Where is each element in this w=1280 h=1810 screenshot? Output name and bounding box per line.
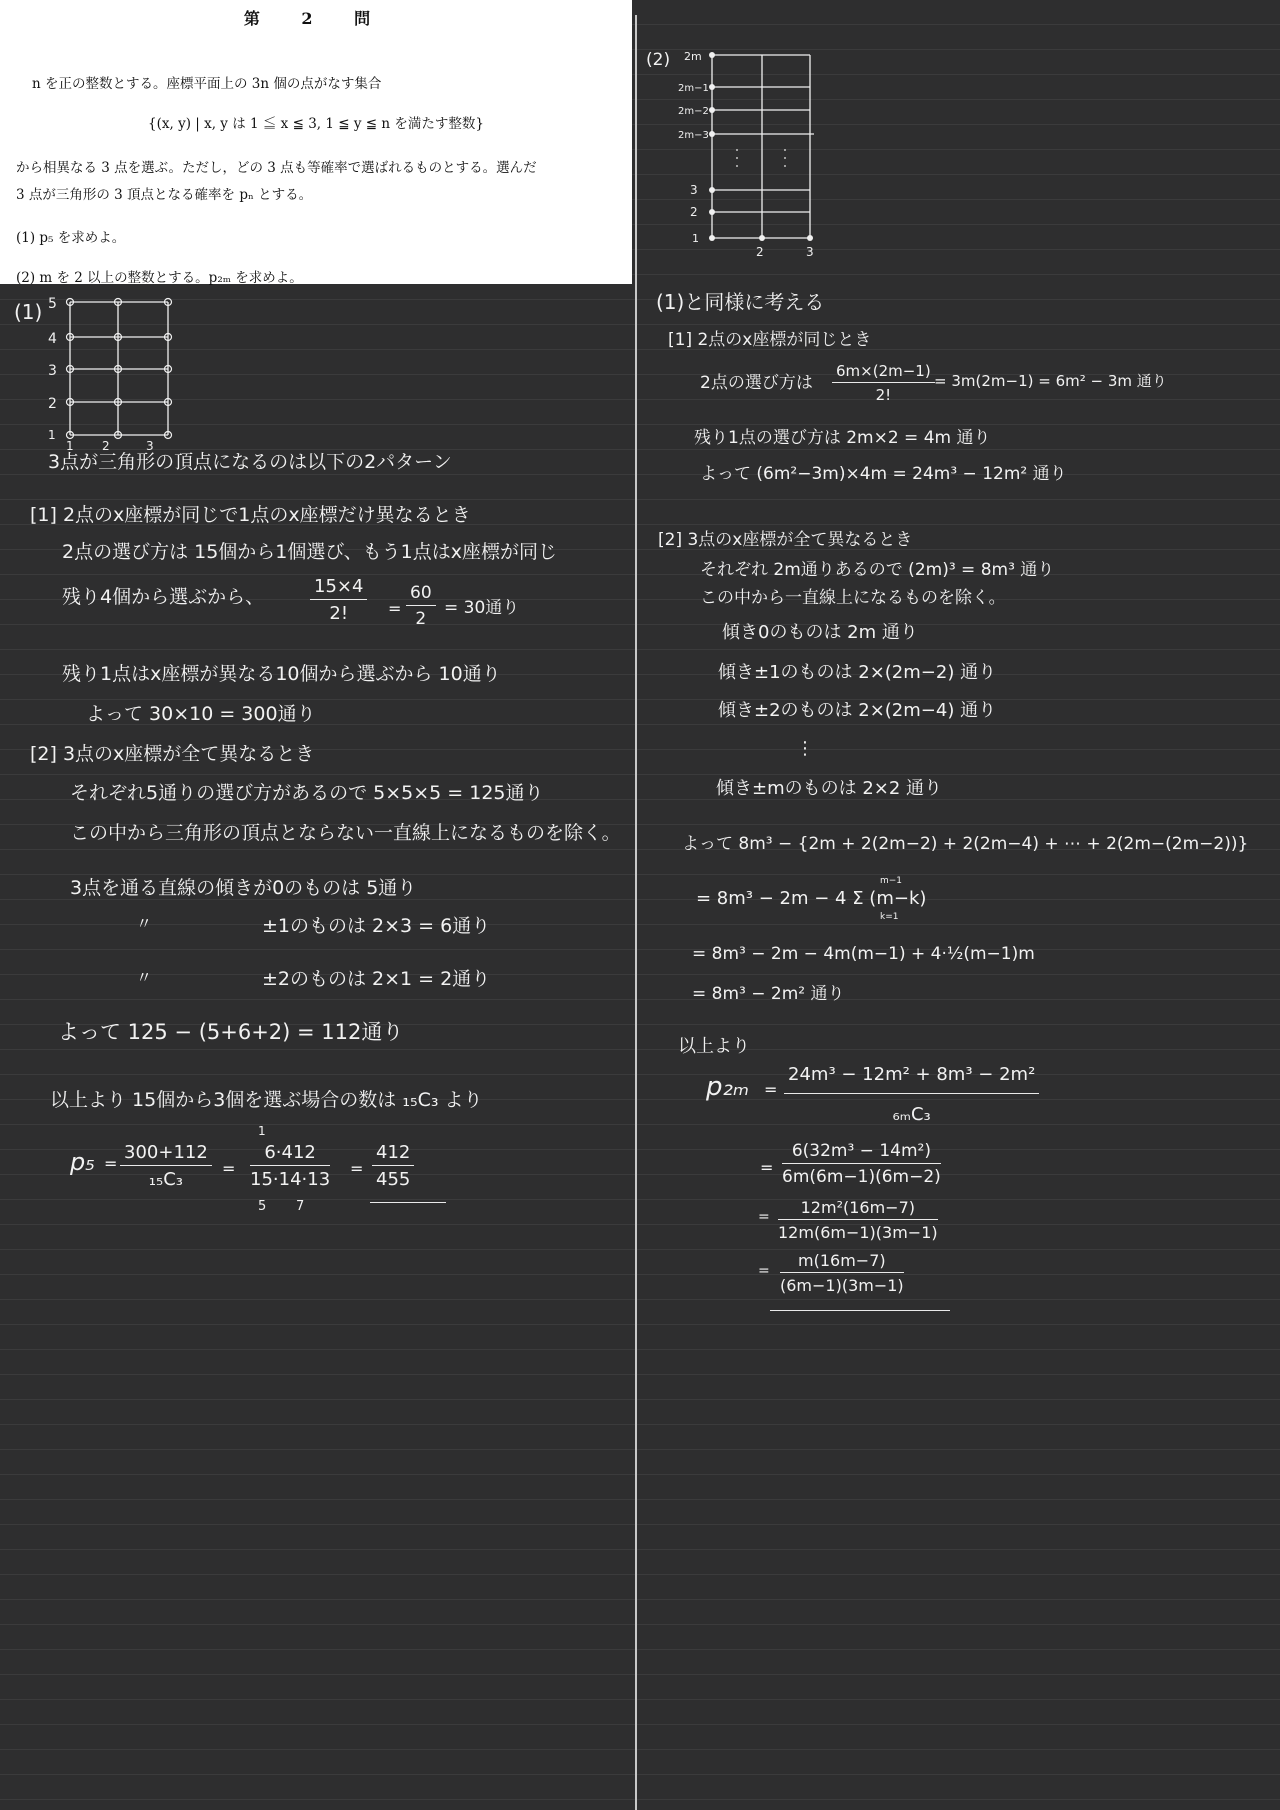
sum-upper-limit: m−1 [880, 876, 903, 886]
answer-underline [770, 1310, 950, 1311]
part2-label: (2) [646, 50, 671, 70]
part2-conclusion: 以上より [678, 1036, 750, 1057]
part2-case2-line-h: = 8m³ − 2m − 4 Σ (m−k) [696, 888, 927, 909]
fraction-denominator: 12m(6m−1)(3m−1) [778, 1223, 938, 1242]
part2-case1-title: [1] 2点のx座標が同じとき [668, 330, 872, 350]
grid-x-label: 3 [806, 245, 814, 259]
fraction-denominator: 6m(6m−1)(6m−2) [782, 1167, 941, 1187]
grid-y-label: 2m−1 [678, 83, 709, 94]
case1-fraction [310, 576, 367, 624]
part2-case2-line-g: よって 8m³ − {2m + 2(2m−2) + 2(2m−4) + ⋯ + 2(2m−(2m−2))} [682, 834, 1249, 854]
problem-intro: n を正の整数とする。座標平面上の 3n 個の点がなす集合 [32, 76, 382, 92]
p5-answer-fraction [372, 1142, 414, 1190]
fraction-numerator: 15×4 [310, 576, 367, 600]
ditto-mark: 〃 [136, 914, 153, 933]
case2-line-d: ±1のものは 2×3 = 6通り [262, 915, 491, 937]
fraction-denominator: 455 [376, 1169, 411, 1190]
fraction-denominator: 2! [875, 386, 892, 404]
part2-case2-line-d: 傾き±1のものは 2×(2m−2) 通り [718, 662, 997, 683]
fraction-denominator: (6m−1)(3m−1) [780, 1276, 904, 1295]
cancel-mark: 5 [258, 1199, 267, 1214]
fraction-denominator: 2! [329, 603, 349, 624]
equals-sign: = [758, 1263, 770, 1279]
problem-body-1: から相異なる 3 点を選ぶ。ただし，どの 3 点も等確率で選ばれるものとする。選んだ [16, 160, 537, 176]
part2-case1-line-c: よって (6m²−3m)×4m = 24m³ − 12m² 通り [700, 464, 1067, 484]
p2m-fraction-1 [784, 1064, 1039, 1125]
case1-line-c: 残り1点はx座標が異なる10個から選ぶから 10通り [62, 663, 501, 685]
part2-case2-title: [2] 3点のx座標が全て異なるとき [658, 530, 913, 550]
cancel-mark: 1 [258, 1124, 266, 1138]
part2-case1-line-a: 2点の選び方は [700, 373, 813, 393]
part2-case2-line-f: 傾き±mのものは 2×2 通り [716, 778, 943, 799]
ditto-mark: 〃 [136, 968, 153, 987]
fraction-denominator: 15·14·13 [250, 1169, 331, 1190]
part2-case2-line-c: 傾き0のものは 2m 通り [722, 622, 918, 643]
case1-line-d: よって 30×10 = 300通り [86, 703, 316, 725]
grid-x-label: 1 [66, 439, 74, 450]
grid-y-label: 2m [684, 50, 702, 63]
fraction-numerator: 12m²(16m−7) [778, 1198, 938, 1220]
p5-fraction [120, 1142, 212, 1190]
part2-case2-line-a: それぞれ 2m通りあるので (2m)³ = 8m³ 通り [700, 560, 1055, 580]
part1-label: (1) [14, 300, 43, 324]
problem-question-2: (2) m を 2 以上の整数とする。p₂ₘ を求めよ。 [16, 270, 303, 286]
case2-line-e: ±2のものは 2×1 = 2通り [262, 968, 491, 990]
fraction-numerator: 24m³ − 12m² + 8m³ − 2m² [784, 1064, 1039, 1094]
fraction-numerator: 300+112 [120, 1142, 212, 1166]
part2-case1-result: = 3m(2m−1) = 6m² − 3m 通り [934, 372, 1167, 390]
problem-set: {(x, y) | x, y は 1 ≦ x ≦ 3, 1 ≦ y ≦ n を満たす整数} [148, 116, 484, 132]
case1-fraction-2 [406, 583, 436, 629]
problem-title: 第 2 問 [243, 9, 389, 28]
equals-sign: = [760, 1158, 774, 1177]
p2m-fraction-3 [778, 1198, 938, 1242]
grid-y-label: 2m−3 [678, 130, 709, 141]
equals-sign: = [388, 599, 402, 618]
equals-sign: = [764, 1080, 778, 1099]
part2-case2-line-e: 傾き±2のものは 2×(2m−4) 通り [718, 700, 997, 721]
part2-case1-line-b: 残り1点の選び方は 2m×2 = 4m 通り [694, 428, 991, 448]
grid-y-label: 1 [692, 232, 699, 245]
fraction-numerator: m(16m−7) [780, 1251, 904, 1273]
part2-case2-line-b: この中から一直線上になるものを除く。 [700, 588, 1006, 608]
fraction-numerator: 60 [406, 583, 436, 606]
grid-y-label: 2m−2 [678, 106, 709, 117]
page-divider [635, 15, 637, 1810]
grid-y-label: 4 [48, 331, 57, 347]
case2-title: [2] 3点のx座標が全て異なるとき [30, 743, 315, 765]
fraction-numerator: 6(32m³ − 14m²) [782, 1141, 941, 1164]
equals-sign: = [350, 1159, 364, 1178]
part1-grid-diagram [40, 290, 190, 450]
p5-symbol: p₅ [70, 1148, 95, 1176]
p5-fraction-2 [250, 1142, 330, 1190]
grid-y-label: 2 [690, 205, 698, 219]
part1-pattern-intro: 3点が三角形の頂点になるのは以下の2パターン [48, 451, 452, 473]
problem-statement [0, 0, 632, 284]
case1-title: [1] 2点のx座標が同じで1点のx座標だけ異なるとき [30, 504, 471, 526]
case2-line-b: この中から三角形の頂点とならない一直線上になるものを除く。 [70, 822, 621, 844]
cancel-mark: 7 [296, 1199, 305, 1214]
vertical-dots: ⋮ [796, 738, 814, 759]
grid-y-label: 1 [48, 428, 56, 442]
case1-result: = 30通り [444, 598, 520, 618]
fraction-denominator: ₁₅C₃ [148, 1169, 183, 1190]
case2-line-f: よって 125 − (5+6+2) = 112通り [58, 1020, 404, 1044]
part1-conclusion: 以上より 15個から3個を選ぶ場合の数は ₁₅C₃ より [50, 1089, 483, 1111]
problem-body-2: 3 点が三角形の 3 頂点となる確率を pₙ とする。 [16, 187, 313, 203]
case2-line-c: 3点を通る直線の傾きが0のものは 5通り [70, 877, 417, 899]
part2-case1-fraction [832, 362, 935, 404]
part2-case2-line-i: = 8m³ − 2m − 4m(m−1) + 4·½(m−1)m [692, 944, 1035, 964]
part2-grid-diagram [670, 40, 830, 265]
p2m-answer-fraction [780, 1251, 904, 1295]
p2m-symbol: p₂ₘ [706, 1072, 750, 1102]
case1-line-a: 2点の選び方は 15個から1個選び、もう1点はx座標が同じ [62, 541, 557, 563]
case2-line-a: それぞれ5通りの選び方があるので 5×5×5 = 125通り [70, 782, 544, 804]
sum-lower-limit: k=1 [880, 912, 899, 922]
fraction-denominator: 2 [415, 609, 427, 629]
grid-x-label: 2 [102, 439, 110, 450]
part2-intro: (1)と同様に考える [656, 290, 825, 314]
grid-y-label: 3 [690, 183, 698, 197]
part2-case2-line-j: = 8m³ − 2m² 通り [692, 984, 845, 1004]
grid-x-label: 3 [146, 439, 154, 450]
fraction-numerator: 6m×(2m−1) [832, 362, 935, 383]
problem-question-1: (1) p₅ を求めよ。 [16, 230, 126, 246]
grid-y-label: 5 [48, 296, 57, 312]
answer-underline [370, 1202, 446, 1203]
equals-sign: = [222, 1159, 236, 1178]
equals-sign: = [758, 1209, 770, 1225]
fraction-denominator: ₆ₘC₃ [892, 1104, 931, 1125]
fraction-numerator: 412 [372, 1142, 414, 1166]
p2m-fraction-2 [782, 1141, 941, 1187]
grid-y-label: 2 [48, 396, 57, 412]
equals-sign: = [104, 1154, 118, 1173]
fraction-numerator: 6·412 [250, 1142, 330, 1166]
case1-line-b: 残り4個から選ぶから、 [62, 586, 265, 608]
grid-x-label: 2 [756, 245, 764, 259]
grid-y-label: 3 [48, 363, 57, 379]
